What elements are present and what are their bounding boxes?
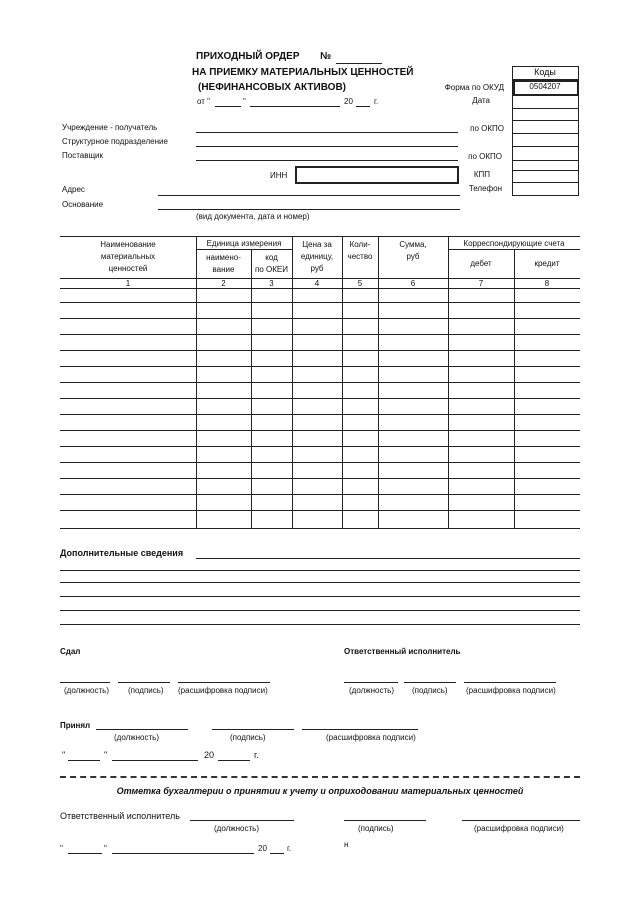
received-position-line[interactable]: [96, 729, 188, 730]
col-number-5: 5: [357, 279, 363, 288]
phone-label: Телефон: [468, 184, 502, 193]
accounting-decoding-hint: (расшифровка подписи): [474, 824, 564, 833]
title-number-sign: №: [320, 51, 332, 62]
date-year-line[interactable]: [356, 106, 370, 107]
accounting-date-close-quote: ": [104, 844, 107, 853]
kpp-label: КПП: [473, 170, 490, 179]
col-number-3: 3: [269, 279, 274, 288]
col-accounts-header: Корреспондирующие счета: [463, 239, 565, 248]
received-date-close-quote: ": [104, 750, 108, 760]
table-row[interactable]: [60, 334, 580, 335]
table-row[interactable]: [60, 462, 580, 463]
col-credit-header: кредит: [534, 259, 560, 268]
cut-line: [60, 776, 580, 778]
table-row[interactable]: [60, 430, 580, 431]
col-number-7: 7: [478, 279, 484, 288]
date-label: Дата: [472, 96, 490, 105]
table-row[interactable]: [60, 366, 580, 367]
basis-hint: (вид документа, дата и номер): [196, 212, 310, 221]
table-row[interactable]: [60, 528, 580, 529]
accounting-date-open-quote: ": [60, 844, 63, 853]
okpo1-label: по ОКПО: [470, 124, 504, 133]
col-qty-header: Коли- чество: [347, 240, 373, 261]
date-month-line[interactable]: [250, 106, 340, 107]
accounting-signature-line[interactable]: [344, 820, 426, 821]
okud-value: 0504207: [529, 82, 561, 91]
okpo2-label: по ОКПО: [468, 152, 502, 161]
table-row[interactable]: [60, 478, 580, 479]
received-date-open-quote: ": [62, 750, 66, 760]
accounting-position-hint: (должность): [214, 824, 259, 833]
institution-label: Учреждение - получатель: [62, 123, 158, 132]
col-debit-header: дебет: [470, 259, 492, 268]
col-price-header: Цена за единицу, руб: [300, 240, 334, 273]
responsible-decoding-line[interactable]: [464, 682, 556, 683]
table-row[interactable]: [60, 382, 580, 383]
received-year-line[interactable]: [218, 760, 250, 761]
table-row[interactable]: [60, 350, 580, 351]
accounting-month-line[interactable]: [112, 853, 254, 854]
additional-info-line[interactable]: [60, 582, 580, 583]
col-unit-code-header: код по ОКЕИ: [255, 253, 288, 274]
col-name-header: Наименование материальных ценностей: [100, 240, 156, 273]
institution-field[interactable]: [196, 132, 458, 133]
date-year-prefix: 20: [344, 97, 353, 106]
title-line1: ПРИХОДНЫЙ ОРДЕР: [196, 51, 300, 62]
received-decoding-hint: (расшифровка подписи): [326, 733, 416, 742]
division-field[interactable]: [196, 146, 458, 147]
address-field[interactable]: [158, 195, 460, 196]
date-quote: ": [243, 97, 246, 106]
okud-label: Форма по ОКУД: [444, 83, 504, 92]
accounting-year-prefix: 20: [258, 844, 267, 853]
inn-field[interactable]: [295, 166, 459, 184]
additional-info-line[interactable]: [60, 624, 580, 625]
received-decoding-line[interactable]: [302, 729, 418, 730]
accounting-year-line[interactable]: [270, 853, 284, 854]
division-label: Структурное подразделение: [62, 137, 168, 146]
responsible-signature-hint: (подпись): [412, 686, 448, 695]
title-line3: (НЕФИНАНСОВЫХ АКТИВОВ): [198, 82, 346, 93]
accounting-day-line[interactable]: [68, 853, 102, 854]
accounting-year-suffix: г.: [287, 844, 292, 853]
received-day-line[interactable]: [68, 760, 100, 761]
basis-label: Основание: [62, 200, 104, 209]
table-row[interactable]: [60, 302, 580, 303]
table-row[interactable]: [60, 318, 580, 319]
additional-info-line[interactable]: [196, 558, 580, 559]
col-number-4: 4: [314, 279, 320, 288]
table-row[interactable]: [60, 446, 580, 447]
date-prefix: от ": [197, 97, 210, 106]
address-label: Адрес: [62, 185, 85, 194]
additional-info-line[interactable]: [60, 570, 580, 571]
basis-field[interactable]: [158, 209, 460, 210]
table-row[interactable]: [60, 398, 580, 399]
accounting-title: Отметка бухгалтерии о принятии к учету и оприходовании материальных ценностей: [116, 786, 524, 796]
table-row[interactable]: [60, 414, 580, 415]
received-signature-hint: (подпись): [230, 733, 266, 742]
supplier-field[interactable]: [196, 160, 458, 161]
title-line2: НА ПРИЕМКУ МАТЕРИАЛЬНЫХ ЦЕННОСТЕЙ: [192, 67, 414, 78]
received-signature-line[interactable]: [212, 729, 294, 730]
supplier-label: Поставщик: [62, 151, 104, 160]
date-day-line[interactable]: [215, 106, 241, 107]
gave-position-line[interactable]: [60, 682, 110, 683]
additional-info-label: Дополнительные сведения: [60, 548, 184, 558]
order-number-line[interactable]: [336, 63, 382, 64]
inn-label: ИНН: [270, 171, 288, 180]
gave-decoding-hint: (расшифровка подписи): [178, 686, 268, 695]
table-row[interactable]: [60, 494, 580, 495]
gave-position-hint: (должность): [64, 686, 109, 695]
received-position-hint: (должность): [114, 733, 159, 742]
responsible-position-hint: (должность): [349, 686, 394, 695]
received-month-line[interactable]: [112, 760, 198, 761]
additional-info-line[interactable]: [60, 610, 580, 611]
accounting-decoding-line[interactable]: [462, 820, 580, 821]
responsible-position-line[interactable]: [344, 682, 398, 683]
col-unit-name-header: наимено- вание: [206, 253, 241, 274]
received-label: Принял: [60, 721, 91, 730]
responsible-decoding-hint: (расшифровка подписи): [466, 686, 556, 695]
gave-label: Сдал: [60, 647, 81, 656]
date-suffix: г.: [374, 97, 379, 106]
additional-info-line[interactable]: [60, 596, 580, 597]
col-number-8: 8: [544, 279, 550, 288]
received-year-suffix: г.: [254, 750, 259, 760]
responsible-signature-line[interactable]: [404, 682, 456, 683]
col-number-6: 6: [410, 279, 416, 288]
accounting-mark: н: [344, 840, 349, 849]
gave-signature-line[interactable]: [118, 682, 170, 683]
col-number-1: 1: [125, 279, 131, 288]
codes-header: Коды: [534, 67, 556, 77]
accounting-responsible-label: Ответственный исполнитель: [60, 811, 180, 821]
gave-decoding-line[interactable]: [178, 682, 270, 683]
accounting-signature-hint: (подпись): [358, 824, 394, 833]
col-number-2: 2: [221, 279, 226, 288]
received-year-prefix: 20: [204, 750, 215, 760]
accounting-position-line[interactable]: [190, 820, 294, 821]
gave-signature-hint: (подпись): [128, 686, 164, 695]
col-sum-header: Сумма, руб: [399, 240, 427, 261]
responsible-label: Ответственный исполнитель: [344, 647, 461, 656]
table-row[interactable]: [60, 510, 580, 511]
col-unit-header: Единица измерения: [206, 239, 282, 248]
